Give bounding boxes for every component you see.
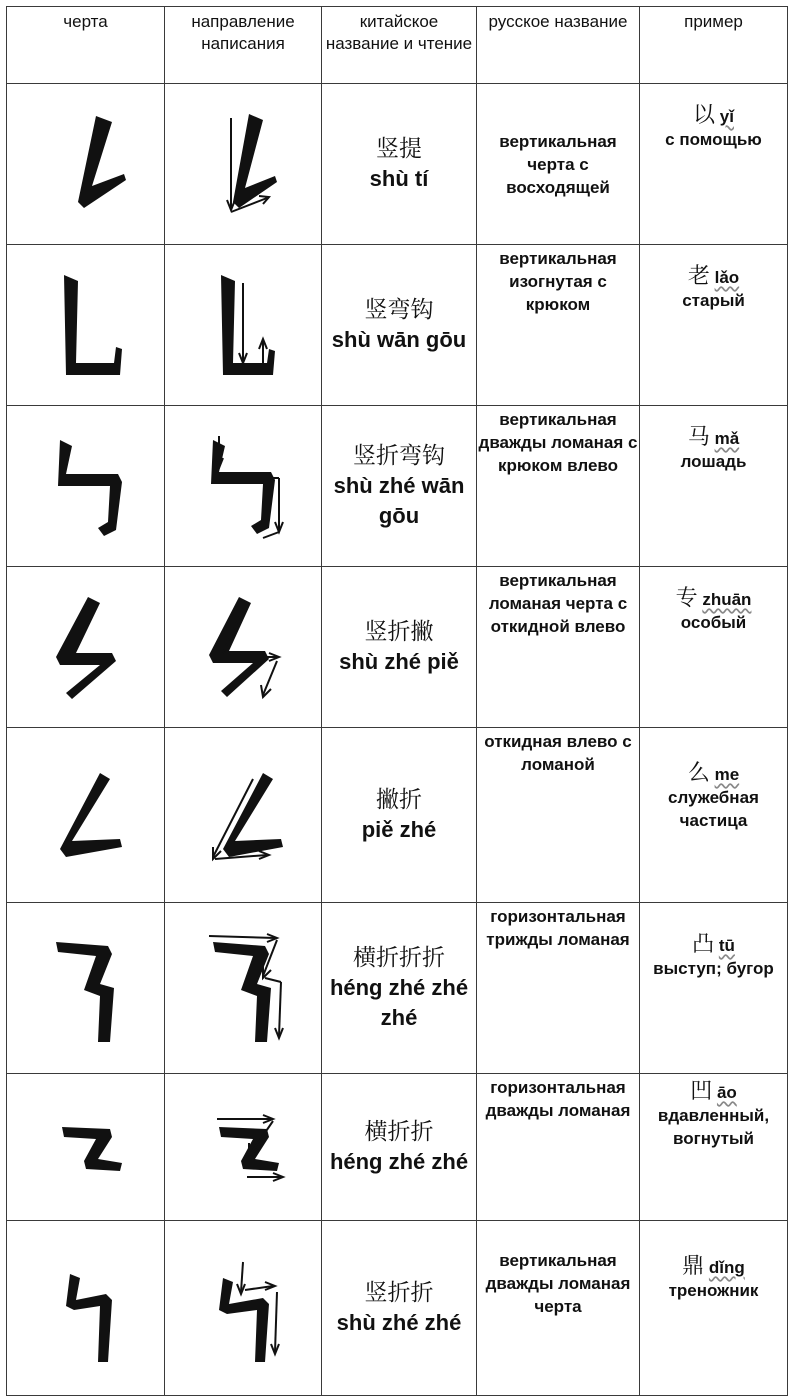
stroke-pinyin: shù tí [369,166,429,191]
example-hanzi: 鼎 [682,1254,705,1279]
example-pinyin: lǎo [714,268,740,287]
stroke-cell [7,84,165,245]
example-cell [640,245,788,406]
vertical-bend-hook-stroke-icon [26,265,146,385]
table-row [7,406,788,567]
example-pinyin: me [714,765,740,784]
horizontal-turn-turn-direction-icon [183,1087,303,1207]
direction-cell [165,1074,322,1221]
stroke-pinyin: shù zhé wān gōu [333,473,465,528]
example-meaning: особый [680,613,747,632]
vertical-turn-left-falling-direction-icon [183,587,303,707]
stroke-cell [7,903,165,1074]
example-meaning: треножник [668,1281,759,1300]
stroke-hanzi: 竖折折 [364,1280,434,1306]
example-meaning: выступ; бугор [653,959,774,978]
chinese-name-cell [322,1221,477,1396]
table-row [7,245,788,406]
stroke-pinyin: piě zhé [361,817,437,842]
direction-cell [165,1221,322,1396]
direction-cell [165,903,322,1074]
russian-name-cell: вертикальная дважды ломаная с крюком влево [477,406,640,567]
left-falling-turn-direction-icon [183,755,303,875]
header-chinese: китайское название и чтение [322,7,477,84]
stroke-hanzi: 竖折撇 [364,619,434,645]
direction-cell [165,406,322,567]
stroke-pinyin: shù zhé zhé [336,1310,462,1335]
vertical-turn-bend-hook-direction-icon [183,426,303,546]
header-row [7,7,788,84]
vertical-rising-direction-icon [183,104,303,224]
example-meaning: служебная частица [668,788,759,830]
example-pinyin: tū [718,936,735,955]
stroke-hanzi: 横折折折 [353,945,445,971]
russian-name-cell: горизонтальная трижды ломаная [477,903,640,1074]
stroke-cell [7,1074,165,1221]
chinese-name-cell [322,406,477,567]
table-row [7,84,788,245]
stroke-cell [7,1221,165,1396]
stroke-pinyin: héng zhé zhé [329,1149,469,1174]
russian-name-cell: вертикальная черта с восходящей [477,84,640,245]
example-pinyin: yǐ [719,107,734,126]
horizontal-turn-turn-turn-direction-icon [183,928,303,1048]
vertical-turn-turn-direction-icon [183,1248,303,1368]
example-cell [640,567,788,728]
example-cell [640,903,788,1074]
left-falling-turn-stroke-icon [26,755,146,875]
direction-cell [165,84,322,245]
example-meaning: вдавленный, вогнутый [657,1106,770,1148]
stroke-hanzi: 撇折 [376,787,422,813]
header-example: пример [640,7,788,84]
chinese-name-cell [322,84,477,245]
example-hanzi: 马 [687,425,710,450]
stroke-pinyin: shù wān gōu [331,327,467,352]
strokes-table [6,6,788,1396]
chinese-name-cell [322,245,477,406]
chinese-name-cell [322,1074,477,1221]
example-pinyin: mǎ [714,429,740,448]
example-meaning: с помощью [665,130,762,149]
header-direction: направление написания [165,7,322,84]
example-pinyin: āo [716,1083,737,1102]
direction-cell [165,567,322,728]
stroke-pinyin: shù zhé piě [339,649,459,674]
russian-name-cell: горизонтальная дважды ломаная [477,1074,640,1221]
header-russian: русское название [477,7,640,84]
example-cell [640,406,788,567]
table-row [7,1221,788,1396]
vertical-turn-bend-hook-stroke-icon [26,426,146,546]
russian-name-cell: вертикальная дважды ломаная черта [477,1221,640,1396]
example-hanzi: 老 [687,264,710,289]
example-hanzi: 凸 [692,932,715,957]
example-hanzi: 凹 [690,1079,713,1104]
table-row [7,903,788,1074]
vertical-turn-left-falling-stroke-icon [26,587,146,707]
stroke-hanzi: 竖折弯钩 [353,443,445,469]
example-hanzi: 么 [687,761,710,786]
example-hanzi: 专 [675,586,698,611]
example-cell [640,84,788,245]
example-cell [640,1074,788,1221]
vertical-turn-turn-stroke-icon [26,1248,146,1368]
stroke-cell [7,567,165,728]
stroke-hanzi: 竖提 [376,136,422,162]
stroke-cell [7,245,165,406]
direction-cell [165,245,322,406]
table-row [7,728,788,903]
stroke-cell [7,728,165,903]
header-stroke: черта [7,7,165,84]
direction-cell [165,728,322,903]
chinese-name-cell [322,903,477,1074]
table-row [7,1074,788,1221]
russian-name-cell: вертикальная изогнутая с крюком [477,245,640,406]
example-meaning: старый [682,291,745,310]
example-pinyin: dǐng [708,1258,745,1277]
stroke-pinyin: héng zhé zhé zhé [329,975,469,1030]
chinese-name-cell [322,567,477,728]
table-row [7,567,788,728]
example-meaning: лошадь [680,452,747,471]
vertical-rising-stroke-icon [26,104,146,224]
example-hanzi: 以 [693,103,716,128]
example-pinyin: zhuān [702,590,752,609]
stroke-hanzi: 竖弯钩 [364,297,434,323]
stroke-cell [7,406,165,567]
vertical-bend-hook-direction-icon [183,265,303,385]
russian-name-cell: вертикальная ломаная черта с откидной влево [477,567,640,728]
horizontal-turn-turn-turn-stroke-icon [26,928,146,1048]
example-cell [640,728,788,903]
horizontal-turn-turn-stroke-icon [26,1087,146,1207]
example-cell [640,1221,788,1396]
chinese-name-cell [322,728,477,903]
stroke-hanzi: 横折折 [364,1119,434,1145]
russian-name-cell: откидная влево с ломаной [477,728,640,903]
